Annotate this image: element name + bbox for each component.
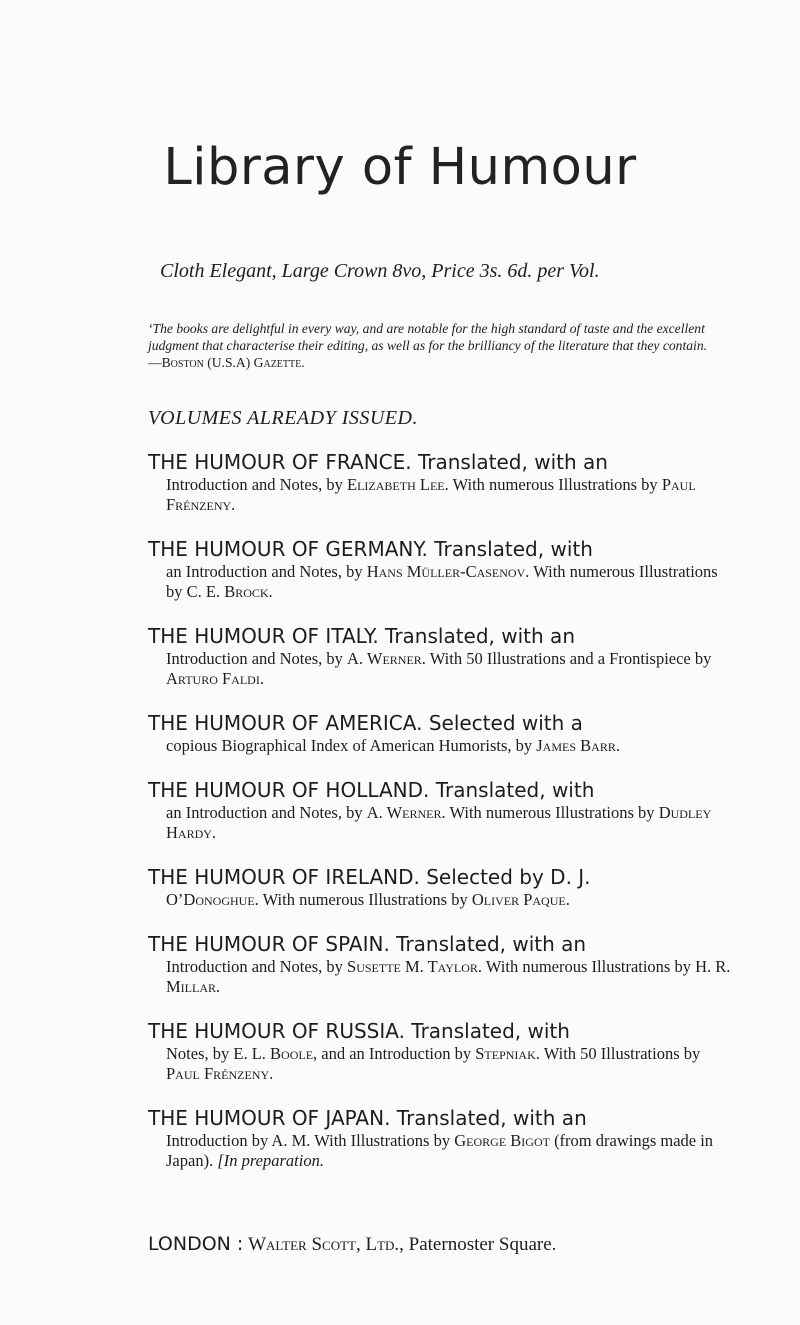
volume-body: Introduction by A. M. With Illustrations by [166,1131,451,1150]
volume-entry-italy [148,623,736,689]
volume-title: THE HUMOUR OF IRELAND. [148,865,420,889]
volume-desc: Translated, with [435,778,595,802]
imprint-publisher: Walter Scott, Ltd., [248,1234,404,1255]
introducer-name: Stepniak. [475,1044,540,1063]
illustrator-name: Oliver Paque. [471,890,570,909]
illustrator-name: H. R. Millar. [166,957,731,996]
volume-title: THE HUMOUR OF GERMANY. [148,537,428,561]
volume-desc: Translated, with an [417,450,608,474]
editor-name: Elizabeth Lee. [347,475,449,494]
volume-title: THE HUMOUR OF ITALY. [148,624,379,648]
volume-body: (from drawings made in Japan). [166,1131,714,1170]
volume-entry-holland [148,777,736,843]
volume-body: With numerous Illustrations by [452,475,658,494]
volume-list [148,449,736,1192]
volume-body: With numerous Illustrations by [449,803,655,822]
volume-entry-japan [148,1105,736,1171]
press-quote [148,320,738,371]
volume-body: and an Introduction by [321,1044,472,1063]
illustrator-name: Paul Frénzeny. [166,1064,274,1083]
quote-source: —Boston (U.S.A) Gazette. [148,355,305,370]
editor-name: Hans Müller-Casenov. [366,562,530,581]
volume-desc: Translated, with an [385,624,575,648]
volume-title: THE HUMOUR OF HOLLAND. [148,778,430,802]
volume-body: With 50 Illustrations by [543,1044,701,1063]
volume-desc: Translated, with [434,537,593,561]
volume-title: THE HUMOUR OF RUSSIA. [148,1019,405,1043]
editor-name: Susette M. Taylor. [347,957,483,976]
volume-entry-ireland [148,864,736,910]
volume-desc: Selected by D. J. [426,865,591,889]
editor-name: O’Donoghue. [166,890,259,909]
volume-body: copious Biographical Index of American Humorists, by [166,736,533,755]
imprint-address: Paternoster Square. [408,1234,557,1255]
illustrator-name: Arturo Faldi. [166,669,264,688]
volume-desc: Selected with a [428,711,583,735]
volume-entry-america [148,710,736,756]
volume-desc: Translated, with an [396,1106,587,1130]
editor-name: E. L. Boole, [233,1044,318,1063]
volume-body: Notes, by [166,1044,230,1063]
editor-name: James Barr. [536,736,620,755]
illustrator-name: C. E. Brock. [186,582,273,601]
volume-entry-germany [148,536,736,602]
editor-name: A. Werner. [366,803,446,822]
volume-body: With numerous Illustrations by [485,957,691,976]
volume-title: THE HUMOUR OF JAPAN. [148,1106,391,1130]
preparation-note: [In preparation. [217,1151,324,1170]
volume-title: THE HUMOUR OF SPAIN. [148,932,390,956]
volume-desc: Translated, with an [396,932,587,956]
volume-title: THE HUMOUR OF FRANCE. [148,450,412,474]
imprint-city: LONDON : [148,1233,244,1255]
section-heading: VOLUMES ALREADY ISSUED. [148,407,418,429]
illustrator-name: George Bigot [454,1131,550,1150]
volume-title: THE HUMOUR OF AMERICA. [148,711,423,735]
volume-body: With numerous Illustrations by [262,890,468,909]
volume-entry-france [148,449,736,515]
illustrator-name: Dudley Hardy. [166,803,712,842]
volume-body: With 50 Illustrations and a Frontispiece by [429,649,712,668]
volume-body: Introduction and Notes, by [166,649,343,668]
edition-price-line: Cloth Elegant, Large Crown 8vo, Price 3s. 6d. per Vol. [160,260,600,282]
page-title: Library of Humour [163,138,637,197]
volume-body: an Introduction and Notes, by [166,562,363,581]
volume-entry-russia [148,1018,736,1084]
volume-body: Introduction and Notes, by [166,957,343,976]
volume-desc: Translated, with [411,1019,570,1043]
volume-body: an Introduction and Notes, by [166,803,363,822]
editor-name: A. Werner. [347,649,426,668]
illustrator-name: Paul Frénzeny. [166,475,696,514]
volume-body: Introduction and Notes, by [166,475,343,494]
quote-text: ‘The books are delightful in every way, and are notable for the high standard of taste and the excellent judgment that characterise their editing, as well as for the brilliancy of the literature that they contain. [148,321,708,353]
publisher-imprint [148,1233,748,1256]
volume-entry-spain [148,931,736,997]
volume-body: With numerous Illustrations by [166,562,718,601]
